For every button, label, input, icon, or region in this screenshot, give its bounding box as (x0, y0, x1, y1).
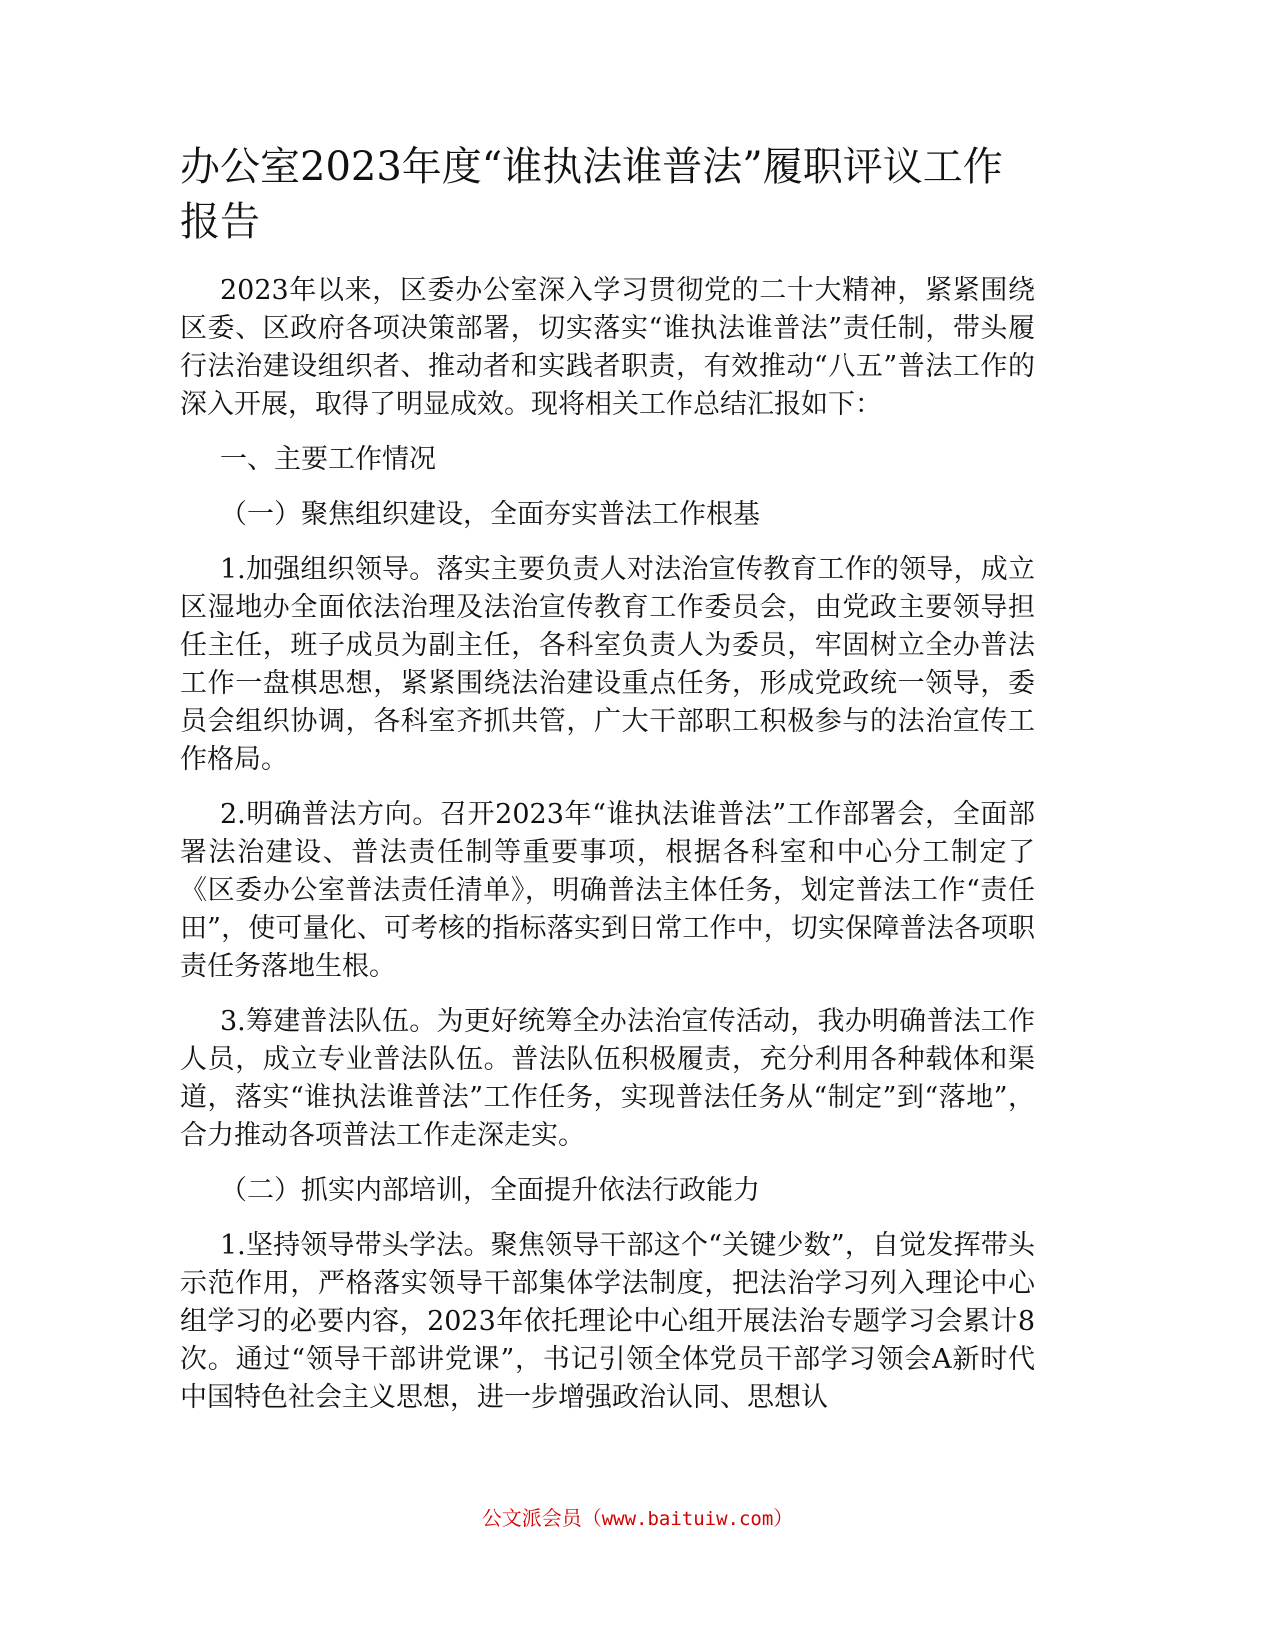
section-heading-main-work: 一、主要工作情况 (220, 444, 436, 475)
subsection-heading-organization: （一）聚焦组织建设，全面夯实普法工作根基 (220, 499, 760, 530)
footer-label: 公文派会员（ (481, 1506, 602, 1530)
footer-url[interactable]: www.baituiw.com (601, 1508, 774, 1530)
paragraph-team: 3.筹建普法队伍。为更好统筹全办法治宣传活动，我办明确普法工作人员，成立专业普法队伍。普法队伍积极履责，充分利用各种载体和渠道，落实“谁执法谁普法”工作任务，实现普法任务从“制定”到“落地”，合力推动各项普法工作走深走实。 (180, 1006, 1035, 1151)
document-page (180, 140, 1035, 1434)
intro-paragraph: 2023年以来，区委办公室深入学习贯彻党的二十大精神，紧紧围绕区委、区政府各项决策部署，切实落实“谁执法谁普法”责任制，带头履行法治建设组织者、推动者和实践者职责，有效推动“八五”普法工作的深入开展，取得了明显成效。现将相关工作总结汇报如下： (180, 275, 1035, 420)
document-title: 办公室2023年度“谁执法谁普法”履职评议工作报告 (180, 144, 1003, 245)
paragraph-direction: 2.明确普法方向。召开2023年“谁执法谁普法”工作部署会，全面部署法治建设、普法责任制等重要事项，根据各科室和中心分工制定了《区委办公室普法责任清单》，明确普法主体任务，划定普法工作“责任田”，使可量化、可考核的指标落实到日常工作中，切实保障普法各项职责任务落地生根。 (180, 799, 1035, 982)
footer-watermark (0, 1504, 1275, 1533)
paragraph-leadership: 1.加强组织领导。落实主要负责人对法治宣传教育工作的领导，成立区湿地办全面依法治理及法治宣传教育工作委员会，由党政主要领导担任主任，班子成员为副主任，各科室负责人为委员，牢固树立全办普法工作一盘棋思想，紧紧围绕法治建设重点任务，形成党政统一领导，委员会组织协调，各科室齐抓共管，广大干部职工积极参与的法治宣传工作格局。 (180, 554, 1035, 775)
paragraph-leaders-study: 1.坚持领导带头学法。聚焦领导干部这个“关键少数”，自觉发挥带头示范作用，严格落实领导干部集体学法制度，把法治学习列入理论中心组学习的必要内容，2023年依托理论中心组开展法治专题学习会累计8次。通过“领导干部讲党课”，书记引领全体党员干部学习领会A新时代中国特色社会主义思想，进一步增强政治认同、思想认 (180, 1230, 1035, 1413)
subsection-heading-training: （二）抓实内部培训，全面提升依法行政能力 (220, 1175, 760, 1206)
footer-close: ） (773, 1506, 794, 1530)
